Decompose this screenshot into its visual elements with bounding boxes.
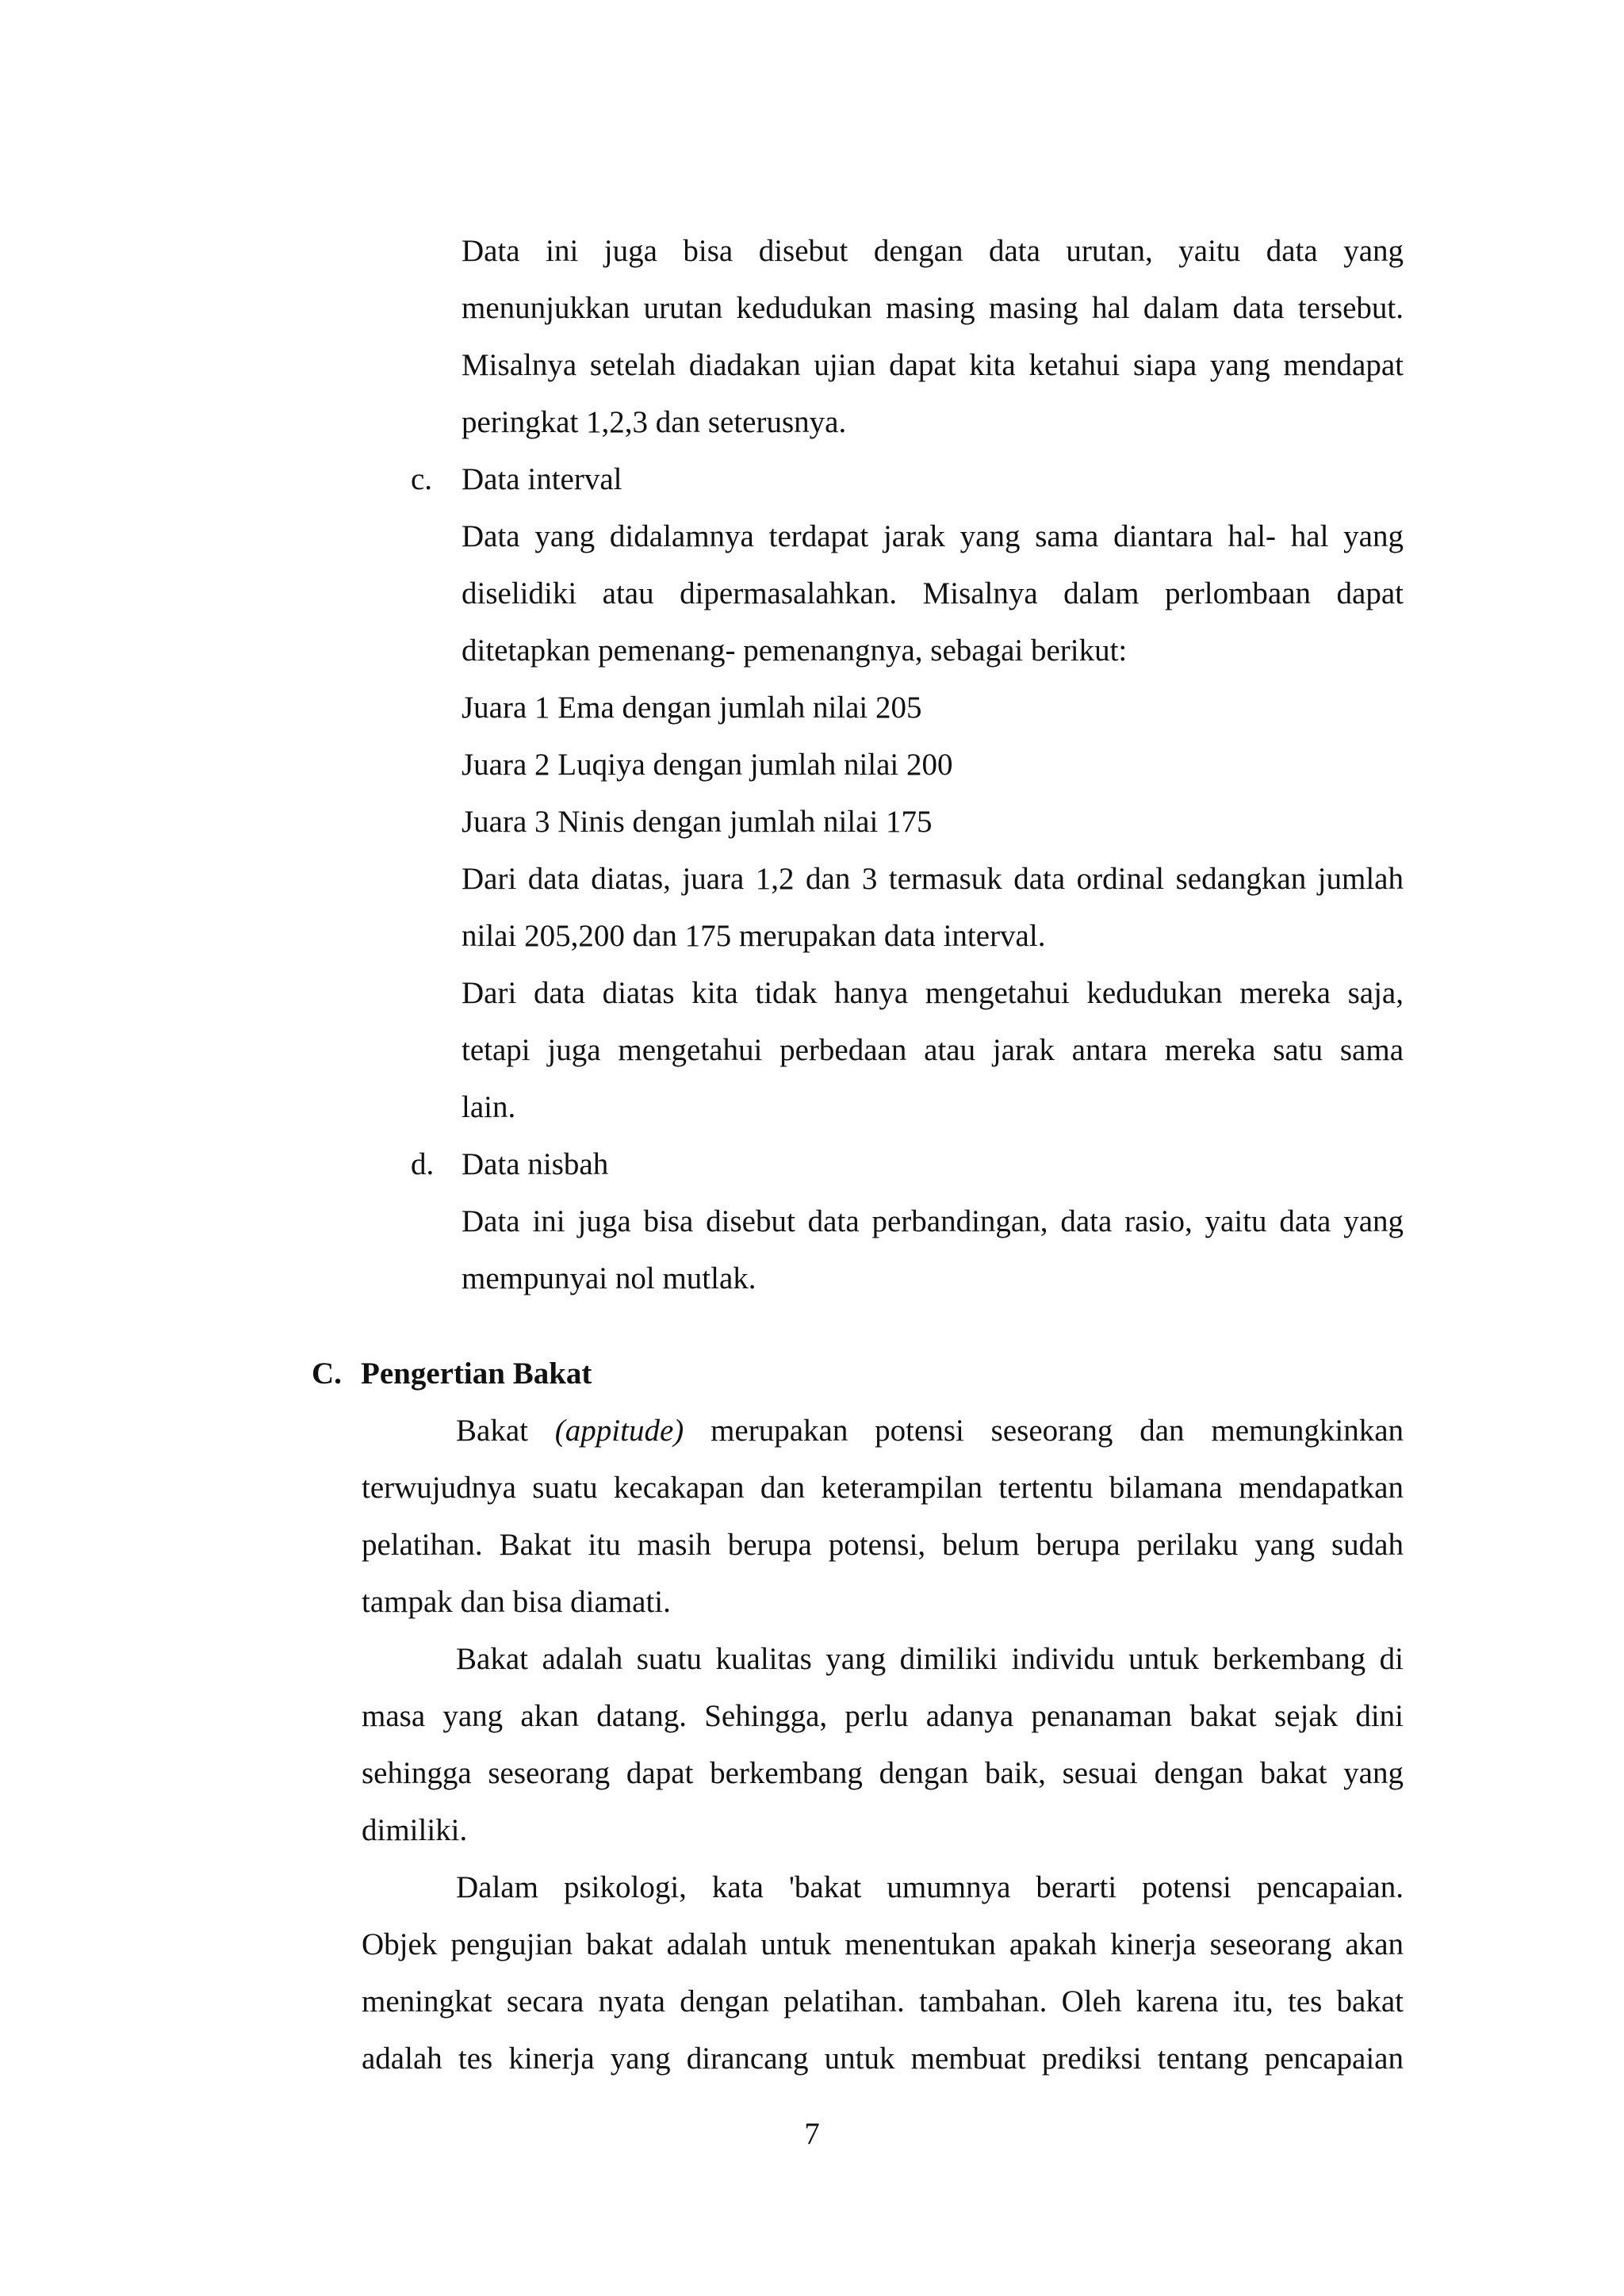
- paragraph-line: pelatihan. Bakat itu masih berupa potensi, belum berupa perilaku yang sudah: [362, 1528, 1404, 1562]
- first-line-rest: merupakan potensi seseorang dan memungkinkan: [710, 1414, 1404, 1448]
- section-heading: [312, 1355, 592, 1393]
- paragraph-line: sehingga seseorang dapat berkembang dengan baik, sesuai dengan bakat yang: [362, 1756, 1404, 1790]
- list-item-title-data-interval: Data interval: [462, 462, 622, 496]
- paragraph-line: [456, 1412, 1404, 1450]
- paragraph-line: Bakat adalah suatu kualitas yang dimiliki individu untuk berkembang di: [456, 1642, 1404, 1676]
- paragraph-line: tampak dan bisa diamati.: [362, 1585, 671, 1619]
- section-number: C.: [312, 1357, 342, 1391]
- paragraph-line: peringkat 1,2,3 dan seterusnya.: [462, 405, 847, 439]
- paragraph-line: Data yang didalamnya terdapat jarak yang sama diantara hal- hal yang: [462, 519, 1404, 553]
- paragraph-line: dimiliki.: [362, 1813, 468, 1847]
- paragraph-line: Dalam psikologi, kata 'bakat umumnya berarti potensi pencapaian.: [456, 1870, 1404, 1904]
- paragraph-line: meningkat secara nyata dengan pelatihan. tambahan. Oleh karena itu, tes bakat: [362, 1984, 1404, 2019]
- paragraph-line: mempunyai nol mutlak.: [462, 1261, 756, 1295]
- paragraph-line: Data ini juga bisa disebut data perbandingan, data rasio, yaitu data yang: [462, 1204, 1404, 1238]
- juara-line: Juara 2 Luqiya dengan jumlah nilai 200: [462, 748, 953, 782]
- paragraph-line: diselidiki atau dipermasalahkan. Misalnya dalam perlombaan dapat: [462, 576, 1404, 610]
- paragraph-line: Data ini juga bisa disebut dengan data urutan, yaitu data yang: [462, 234, 1404, 268]
- list-item-title-data-nisbah: Data nisbah: [462, 1147, 609, 1181]
- list-marker-c: c.: [411, 462, 433, 496]
- paragraph-line: menunjukkan urutan kedudukan masing masing hal dalam data tersebut.: [462, 291, 1404, 325]
- paragraph-line: Objek pengujian bakat adalah untuk menentukan apakah kinerja seseorang akan: [362, 1927, 1404, 1961]
- italic-term: (appitude): [554, 1414, 684, 1448]
- paragraph-line: ditetapkan pemenang- pemenangnya, sebagai berikut:: [462, 633, 1128, 668]
- paragraph-line: adalah tes kinerja yang dirancang untuk membuat prediksi tentang pencapaian: [362, 2042, 1404, 2076]
- paragraph-line: lain.: [462, 1090, 516, 1124]
- paragraph-line: masa yang akan datang. Sehingga, perlu adanya penanaman bakat sejak dini: [362, 1699, 1404, 1733]
- list-marker-d: d.: [411, 1147, 435, 1181]
- juara-line: Juara 3 Ninis dengan jumlah nilai 175: [462, 805, 933, 839]
- lead-word: Bakat: [456, 1414, 528, 1448]
- paragraph-line: nilai 205,200 dan 175 merupakan data interval.: [462, 919, 1046, 953]
- paragraph-line: terwujudnya suatu kecakapan dan keterampilan tertentu bilamana mendapatkan: [362, 1471, 1404, 1505]
- paragraph-line: Misalnya setelah diadakan ujian dapat kita ketahui siapa yang mendapat: [462, 348, 1404, 382]
- paragraph-line: Dari data diatas, juara 1,2 dan 3 termasuk data ordinal sedangkan jumlah: [462, 862, 1404, 896]
- page-number: 7: [804, 2117, 820, 2151]
- juara-line: Juara 1 Ema dengan jumlah nilai 205: [462, 691, 922, 725]
- paragraph-line: Dari data diatas kita tidak hanya mengetahui kedudukan mereka saja,: [462, 976, 1404, 1010]
- section-title: Pengertian Bakat: [361, 1357, 592, 1391]
- paragraph-line: tetapi juga mengetahui perbedaan atau jarak antara mereka satu sama: [462, 1033, 1404, 1067]
